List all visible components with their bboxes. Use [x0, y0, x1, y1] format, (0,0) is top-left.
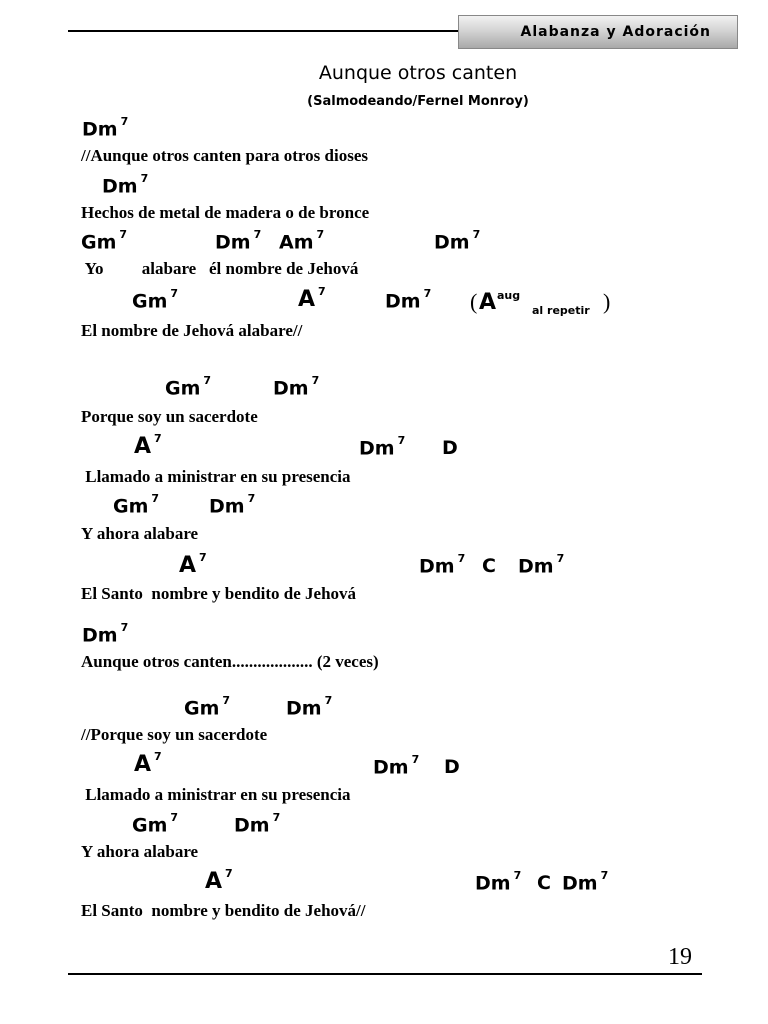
chord: A $^7$	[298, 284, 326, 312]
chord: Dm $^7$	[419, 552, 466, 578]
lyric-line: El Santo nombre y bendito de Jehová	[81, 584, 357, 603]
lyric-line: Y ahora alabare	[81, 524, 199, 543]
section-header	[458, 15, 738, 49]
lyric-line: El Santo nombre y bendito de Jehová//	[81, 901, 366, 920]
chord: Dm $^7$	[82, 115, 129, 141]
chord: Dm $^7$	[475, 869, 522, 895]
chord: Gm $^7$	[165, 374, 212, 400]
chord: Gm $^7$	[113, 492, 160, 518]
chord: Am $^7$	[279, 228, 325, 254]
repeat-note: al repetir	[532, 304, 590, 317]
aug-label: aug	[497, 289, 521, 302]
chord: Dm $^7$	[562, 869, 609, 895]
chord: C	[482, 555, 496, 577]
chord: Dm $^7$	[215, 228, 262, 254]
lyric-line: Aunque otros canten................... (2 veces)	[81, 652, 379, 671]
lyric-line: Llamado a ministrar en su presencia	[81, 467, 351, 486]
chord: Dm $^7$	[234, 811, 281, 837]
section-title: Alabanza y Adoración	[520, 24, 711, 40]
chord: Gm $^7$	[132, 287, 179, 313]
page-number: 19	[668, 944, 692, 970]
lyric-line: Yo alabare él nombre de Jehová	[81, 259, 359, 278]
lyric-line: //Porque soy un sacerdote	[81, 725, 268, 744]
chord: A $^7$	[134, 431, 162, 459]
song-credit: (Salmodeando/Fernel Monroy)	[307, 94, 529, 109]
lyric-line: Llamado a ministrar en su presencia	[81, 785, 351, 804]
chord: A $^7$	[134, 749, 162, 777]
chord: Dm $^7$	[385, 287, 432, 313]
chord: D	[444, 756, 460, 778]
chord: Gm $^7$	[132, 811, 179, 837]
lyric-line: Hechos de metal de madera o de bronce	[81, 203, 370, 222]
chord: Dm $^7$	[359, 434, 406, 460]
lyric-line: Porque soy un sacerdote	[81, 407, 258, 426]
lyric-line: El nombre de Jehová alabare//	[81, 321, 303, 340]
chord: A $^7$	[205, 866, 233, 894]
lyric-line: //Aunque otros canten para otros dioses	[81, 146, 368, 165]
chord: Dm $^7$	[273, 374, 320, 400]
chord: Dm $^7$	[434, 228, 481, 254]
close-paren: )	[603, 289, 611, 314]
song-title: Aunque otros canten	[318, 62, 518, 84]
lyric-line: Y ahora alabare	[81, 842, 199, 861]
footer-rule	[68, 973, 702, 975]
open-paren: (	[470, 289, 478, 314]
chord: Dm $^7$	[209, 492, 256, 518]
header-rule	[68, 30, 460, 32]
chord: Dm $^7$	[518, 552, 565, 578]
chord-aug: A	[479, 290, 497, 315]
chord: A $^7$	[179, 550, 207, 578]
chord: Gm $^7$	[81, 228, 128, 254]
chord: Gm $^7$	[184, 694, 231, 720]
chord: C	[537, 872, 551, 894]
chord: Dm $^7$	[82, 621, 129, 647]
chord: D	[442, 437, 458, 459]
chord: Dm $^7$	[286, 694, 333, 720]
chord: Dm $^7$	[102, 172, 149, 198]
chord: Dm $^7$	[373, 753, 420, 779]
